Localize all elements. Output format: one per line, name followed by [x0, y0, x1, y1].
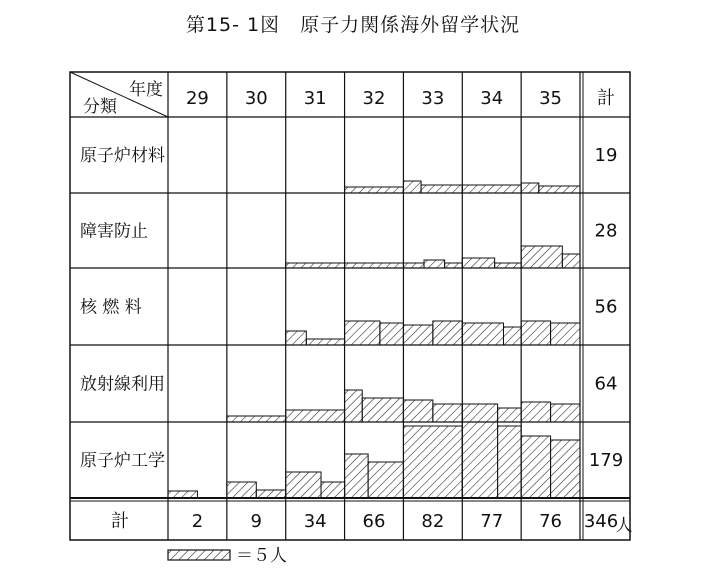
bar-segment	[256, 490, 285, 498]
bar-segment	[227, 482, 256, 498]
bar-segment	[551, 440, 580, 498]
row-total: 179	[588, 450, 624, 471]
row-total: 56	[594, 296, 618, 318]
bar-segment	[462, 323, 503, 345]
chart-title: 第15- 1図 原子力関係海外留学状況	[185, 14, 521, 36]
bar-segment	[403, 263, 424, 268]
column-total: 82	[421, 511, 445, 532]
bar-segment	[345, 263, 404, 268]
bars	[168, 181, 580, 498]
legend	[168, 546, 287, 566]
column-total: 34	[303, 511, 327, 532]
category-label: 放射線利用	[80, 374, 165, 395]
bar-segment	[368, 462, 403, 498]
bar-segment	[380, 323, 404, 345]
bar-segment	[362, 398, 403, 422]
bar-segment	[462, 185, 521, 193]
bar-segment	[498, 408, 522, 422]
year-header: 35	[539, 88, 563, 109]
column-total: 76	[539, 511, 563, 532]
column-total: 66	[362, 511, 386, 532]
column-total: 2	[191, 511, 204, 532]
bar-segment	[168, 491, 197, 498]
category-label: 障害防止	[80, 221, 148, 242]
bar-segment	[521, 183, 539, 193]
bar-segment	[421, 185, 462, 193]
bar-segment	[498, 426, 522, 498]
bar-segment	[562, 254, 580, 268]
year-header: 30	[244, 88, 268, 109]
bar-segment	[403, 325, 432, 345]
bar-segment	[521, 246, 562, 268]
legend-swatch	[168, 550, 230, 560]
bar-segment	[286, 263, 345, 268]
bar-segment	[503, 327, 521, 345]
bar-segment	[345, 390, 363, 422]
column-total: 9	[250, 511, 263, 532]
bar-segment	[403, 426, 462, 498]
grand-total: 346	[583, 511, 619, 532]
corner-year-label: 年度	[129, 80, 163, 100]
column-total: 77	[480, 511, 504, 532]
bar-segment	[227, 416, 286, 422]
bar-segment	[286, 410, 345, 422]
year-header: 33	[421, 88, 445, 109]
year-header: 34	[480, 88, 504, 109]
bar-segment	[521, 402, 550, 422]
bar-segment	[462, 258, 494, 268]
total-header: 計	[597, 88, 615, 109]
bar-segment	[424, 260, 445, 268]
legend-label: ＝５人	[236, 546, 287, 566]
row-total: 28	[594, 220, 618, 242]
bar-segment	[403, 400, 432, 422]
bar-segment	[551, 323, 580, 345]
row-total: 64	[594, 373, 618, 395]
bar-segment	[306, 339, 344, 345]
totals-row-label: 計	[111, 511, 129, 532]
bar-segment	[286, 331, 307, 345]
category-label: 原子炉工学	[80, 451, 165, 471]
grand-total-unit: 人	[615, 516, 633, 536]
bar-segment	[403, 181, 421, 193]
row-total: 19	[594, 145, 618, 166]
category-label: 原子炉材料	[80, 146, 165, 166]
bar-segment	[321, 482, 345, 498]
bar-segment	[521, 436, 550, 498]
bar-segment	[521, 321, 550, 345]
bar-segment	[445, 263, 463, 268]
corner-category-label: 分類	[83, 97, 117, 117]
bar-segment	[345, 321, 380, 345]
bar-segment	[433, 321, 462, 345]
bar-segment	[495, 263, 521, 268]
bar-segment	[433, 404, 462, 422]
bar-segment	[462, 422, 497, 498]
bar-segment	[551, 404, 580, 422]
year-header: 29	[185, 88, 209, 109]
bar-segment	[345, 187, 404, 193]
bar-segment	[345, 454, 369, 498]
year-header: 31	[303, 88, 327, 109]
bar-segment	[462, 404, 497, 422]
bar-segment	[539, 186, 580, 193]
year-header: 32	[362, 88, 386, 109]
category-label: 核 燃 料	[80, 297, 142, 318]
bar-segment	[286, 472, 321, 498]
